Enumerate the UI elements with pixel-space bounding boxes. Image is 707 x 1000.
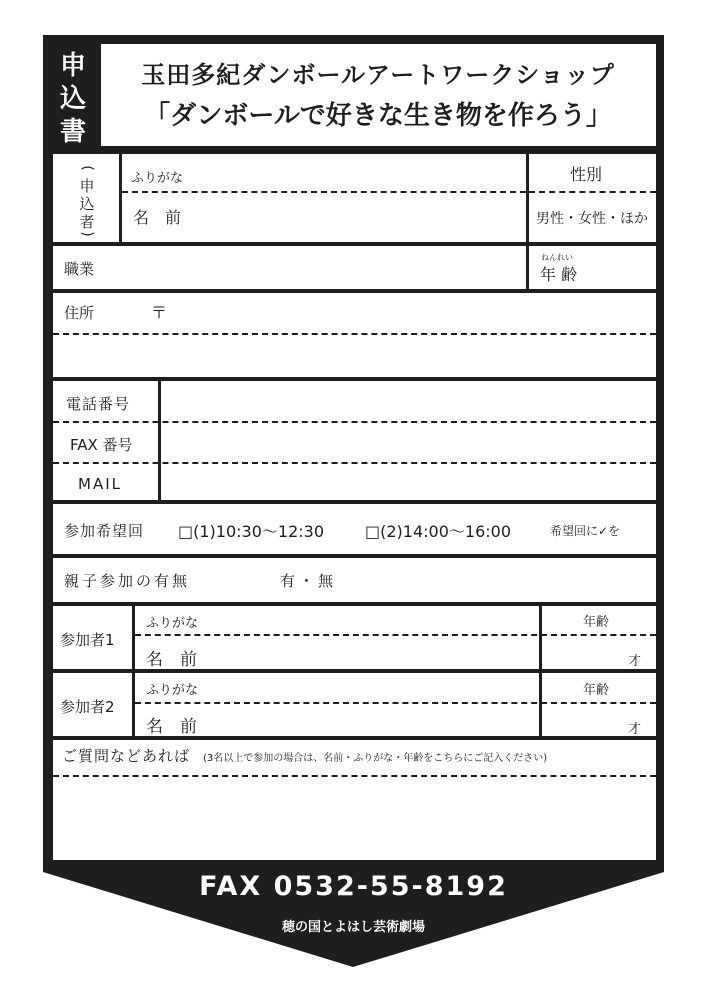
participant1-age-unit: 才 (628, 654, 642, 669)
parent-child-options[interactable]: 有・無 (280, 572, 338, 590)
participant2-furigana-label: ふりがな (146, 683, 199, 698)
participant2-age-unit: 才 (628, 722, 642, 737)
mail-label: MAIL (78, 475, 122, 493)
workshop-title: 玉田多紀ダンボールアートワークショップ (141, 61, 615, 89)
participant1-age-label: 年齢 (583, 615, 610, 630)
workshop-subtitle: 「ダンボールで好きな生き物を作ろう」 (144, 101, 612, 131)
questions-field[interactable] (58, 780, 650, 856)
age-ruby: ねんれい (541, 253, 573, 262)
questions-label: ご質問などあれば (62, 747, 191, 765)
badge-char-1: 申 (59, 51, 86, 81)
gender-label: 性別 (570, 165, 603, 184)
age-label: 年 齢 (540, 265, 578, 284)
postal-mark: 〒 (151, 303, 168, 322)
applicant-name-label: 名 前 (133, 208, 182, 227)
footer-venue: 穂の国とよはし芸術劇場 (281, 920, 425, 935)
occupation-field[interactable] (110, 248, 520, 288)
mail-field[interactable] (165, 466, 650, 498)
applicant-furigana-field[interactable] (200, 158, 520, 188)
occupation-label: 職業 (64, 260, 95, 278)
participant2-age-field[interactable] (546, 706, 624, 736)
footer-fax-number: FAX 0532-55-8192 (199, 871, 508, 902)
fax-label: FAX 番号 (70, 436, 133, 454)
badge-char-2: 込 (59, 84, 86, 114)
participant2-label: 参加者2 (60, 698, 115, 716)
participant2-name-field[interactable] (210, 706, 535, 736)
applicant-paren-open: ( (79, 165, 95, 171)
applicant-name-field[interactable] (200, 196, 520, 240)
questions-note: (3名以上で参加の場合は、名前・ふりがな・年齢をこちらにご記入ください) (203, 753, 548, 764)
applicant-paren-close: ) (79, 231, 95, 237)
gender-options[interactable]: 男性・女性・ほか (536, 211, 648, 227)
applicant-char-2: 込 (79, 195, 95, 213)
fax-field[interactable] (165, 425, 650, 459)
session-option-2[interactable]: □(2)14:00〜16:00 (365, 522, 512, 541)
session-label: 参加希望回 (64, 522, 145, 540)
address-label: 住所 (64, 304, 95, 322)
applicant-char-1: 申 (79, 177, 95, 195)
participant2-age-label: 年齢 (583, 683, 610, 698)
phone-field[interactable] (165, 384, 650, 418)
badge-char-3: 書 (59, 117, 86, 147)
participant1-label: 参加者1 (60, 631, 115, 649)
phone-label: 電話番号 (66, 395, 131, 413)
address-field[interactable] (175, 296, 650, 374)
applicant-char-3: 者 (79, 213, 95, 231)
session-note: 希望回に✓を (550, 524, 621, 538)
parent-child-label: 親子参加の有無 (64, 572, 191, 590)
age-field[interactable] (590, 248, 650, 288)
participant1-furigana-label: ふりがな (146, 616, 199, 631)
participant1-age-field[interactable] (546, 638, 624, 668)
participant1-name-field[interactable] (210, 638, 535, 668)
participant2-name-label: 名 前 (146, 717, 197, 737)
applicant-furigana-label: ふりがな (131, 171, 184, 186)
participant1-name-label: 名 前 (146, 650, 197, 670)
session-option-1[interactable]: □(1)10:30〜12:30 (178, 522, 325, 541)
